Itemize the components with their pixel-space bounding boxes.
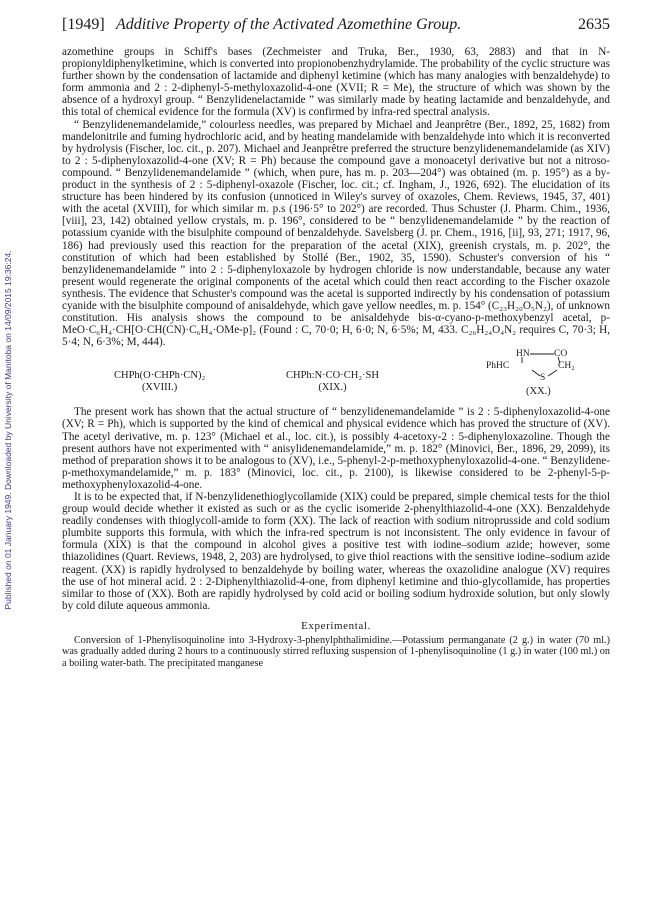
page-number: 2635 (578, 16, 610, 33)
header-year: [1949] (62, 16, 105, 33)
paragraph: azomethine groups in Schiff's bases (Zechmeister and Truka, Ber., 1930, 63, 2883) and that in N-propionyldiphenylketimine, which is converted into propionobenzhydrylamide. The probability of the cyclic structure was further shown by the condensation of lactamide and diphenyl ketimine (which has many analogies with benzaldehyde) to form ammonia and 2 : 2-diphenyl-5-methyloxazolid-4-one (XVII; R = Me), the structure of which was shown by the absence of a hydroxyl group. “ Benzylidenelactamide ” was similarly made by heating lactamide and benzaldehyde, and this total of chemical evidence for the formula (XV) is confirmed by infra-red spectral analysis. (62, 46, 610, 119)
section-heading-experimental: Experimental. (301, 619, 371, 632)
formula-xix-label: (XIX.) (318, 382, 347, 394)
formula-xx-ring (486, 348, 578, 398)
formula-xix-text: CHPh:N·CO·CH₂·SH (286, 370, 379, 382)
formula-xviii-label: (XVIII.) (141, 382, 178, 394)
formula-xviii-text: CHPh(O·CHPh·CN)₂ (114, 370, 206, 382)
formula-xviii (114, 370, 205, 394)
ring-hn: HN (516, 349, 530, 360)
header-title: Additive Property of the Activated Azomethine Group. (116, 16, 462, 33)
paragraph: The present work has shown that the actual structure of “ benzylidenemandelamide ” is 2 : 5-diphenyloxazolid-4-one (XV; R = Ph), which is supported by the kind of chemical and physical evidence which has proved the structure of (XV). The acetyl derivative, m. p. 123° (Michael et al., loc. cit.), is possibly 4-acetoxy-2 : 5-diphenyloxazoline. Though the present authors have not experimented with “ anisylidenemandelamide,” m. p. 182° (Minovici, Ber., 1896, 29, 2099), its method of preparation shows it to be analogous to (XV), i.e., 5-phenyl-2-p-methoxyphenyloxazolid-4-one. “ Benzylidene-p-methoxymandelamide,” m. p. 183° (Minovici, loc. cit., p. 2100), is likewise considered to be 2-phenyl-5-p-methoxyphenyloxazolid-4-one. (62, 406, 610, 491)
formula-xx-label: (XX.) (526, 386, 551, 398)
structural-formulas (62, 348, 610, 406)
ring-phhc: PhHC (486, 361, 510, 372)
paragraph: It is to be expected that, if N-benzylidenethioglycollamide (XIX) could be prepared, simple chemical tests for the thiol group would decide whether it existed as such or as the cyclic isomeride 2-phenylthiazolid-4-one (XX). Benzaldehyde readily condenses with thioglycoll-amide to form (XX). The lack of reaction with sodium nitroprusside and cold sodium plumbite supports this formula, with which the infra-red spectrum is not inconsistent. The only evidence in favour of formula (XIX) is that the compound in alcohol gives a positive test with iodine–sodium azide; however, some thiazolidines (Quart. Reviews, 1948, 2, 203) are hydrolysed, to give thiol reactions with the sensitive iodine–sodium azide reagent. (XX) is rapidly hydrolysed to benzaldehyde by boiling water, whereas the oxazolidine analogue (XV) requires the use of hot mineral acid. 2 : 2-Diphenylthiazolid-4-one, from diphenyl ketimine and thio-glycollamide, has properties similar to those of (XX). Both are rapidly hydrolysed by cold acid or boiling sodium hydroxide solution, but only slowly by cold dilute aqueous ammonia. (62, 491, 610, 612)
download-watermark-text: Published on 01 January 1949. Downloaded by University of Manitoba on 14/09/2015 19:36:24. (3, 250, 13, 610)
running-header (62, 16, 610, 36)
ring-ch2: CH₂ (558, 361, 575, 372)
experimental-paragraph: Conversion of 1-Phenylisoquinoline into 3-Hydroxy-3-phenylphthalimidine.—Potassium permanganate (2 g.) in water (70 ml.) was gradually added during 2 hours to a continuously stirred refluxing suspension of 1-phenylisoquinoline (1 g.) in water (100 ml.) on a boiling water-bath. The precipitated manganese (62, 635, 610, 669)
paragraph: “ Benzylidenemandelamide,” colourless needles, was prepared by Michael and Jeanprêtre (Ber., 1892, 25, 1682) from mandelonitrile and fuming hydrochloric acid, and by heating mandelamide with benzaldehyde into which it is reconverted by hydrolysis (Fischer, loc. cit., p. 207). Michael and Jeanprêtre preferred the structure benzylidenemandelamide (as XIV) to 2 : 5-diphenyloxazolid-4-one (XV; R = Ph) because the compound gave a monoacetyl derivative but not a nitroso-compound. “ Benzylidenemandelamide ” (which, when pure, has m. p. 203—204°) was obtained (m. p. 195°) as a by-product in the synthesis of 2 : 5-diphenyl-oxazole (Fischer, loc. cit.; cf. Ingham, J., 1926, 692). The elucidation of its structure has been hindered by its confusion (unnoticed in Wiley's survey of oxazoles, Chem. Reviews, 1945, 37, 401) with the acetal (XVIII), for which similar m. p.s (196·5° to 202°) are recorded. Thus Schuster (J. Pharm. Chim., 1936, [viii], 23, 142) obtained yellow crystals, m. p. 196°, considered to be “ benzylidenemandelamide ” by the reaction of potassium cyanide with the bisulphite compound of benzaldehyde. Savelsberg (J. pr. Chem., 1916, [ii], 93, 271; 1917, 96, 186) had previously used this reaction for the preparation of the acetal (XIX), greenish crystals, m. p. 202°, the constitution of which had been established by Stollé (Ber., 1902, 35, 1590). Schuster's conversion of his “ benzylidenemandelamide ” into 2 : 5-diphenyloxazole by hydrogen chloride is now understandable, because any water present would regenerate the original components of the acetal which could then react according to the Fischer oxazole synthesis. The evidence that Schuster's compound was the acetal is supported indirectly by his condensation of potassium cyanide with the bisulphite compound of anisaldehyde, which gave yellow needles, m. p. 154° (C₂₃H₂₀O₅N₂), of unknown constitution. His analysis shows the compound to be anisaldehyde bis-α-cyano-p-methoxybenzyl acetal, p-MeO·C₆H₄·CH[O·CH(CN)·C₆H₄·OMe-p]₂ (Found : C, 70·0; H, 6·0; N, 6·5%; M, 433. C₂₆H₂₄O₄N₂ requires C, 70·3; H, 5·4; N, 6·3%; M, 444). (62, 118, 610, 349)
ring-co: CO (554, 349, 568, 360)
article-body (62, 46, 610, 669)
download-watermark (2, 150, 14, 710)
ring-s: S (540, 373, 546, 384)
formula-xix (286, 370, 379, 394)
